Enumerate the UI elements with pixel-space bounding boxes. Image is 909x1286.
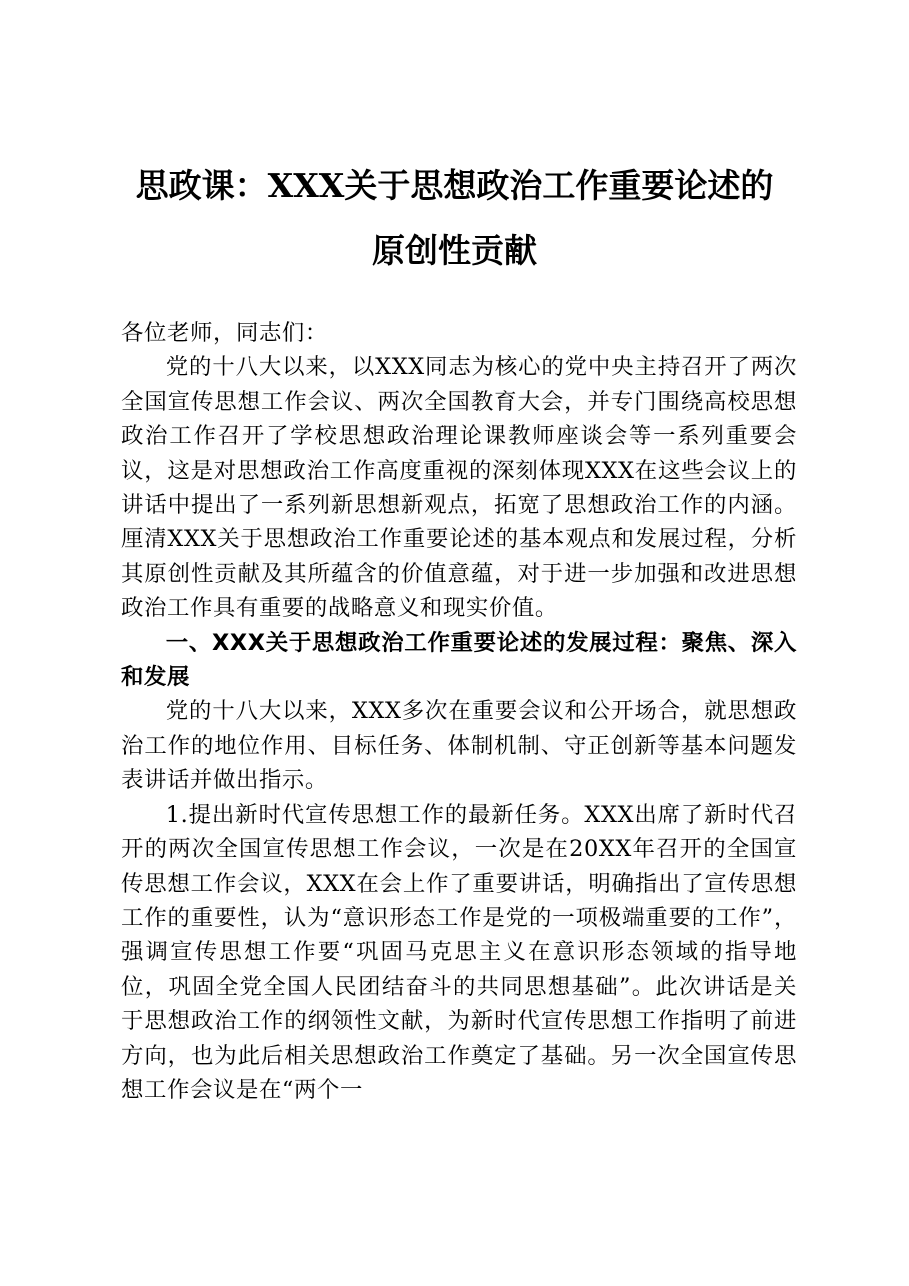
document-body xyxy=(121,316,797,1107)
paragraph-section-1-intro: 党的十八大以来，XXX多次在重要会议和公开场合，就思想政治工作的地位作用、目标任务、体制机制、守正创新等基本问题发表讲话并做出指示。 xyxy=(121,698,797,794)
section-heading-1: 一、XXX关于思想政治工作重要论述的发展过程：聚焦、深入和发展 xyxy=(121,629,797,691)
paragraph-intro: 党的十八大以来，以XXX同志为核心的党中央主持召开了两次全国宣传思想工作会议、两次全国教育大会，并专门围绕高校思想政治工作召开了学校思想政治理论课教师座谈会等一系列重要会议，这是对思想政治工作高度重视的深刻体现XXX在这些会议上的讲话中提出了一系列新思想新观点，拓宽了思想政治工作的内涵。厘清XXX关于思想政治工作重要论述的基本观点和发展过程，分析其原创性贡献及其所蕴含的价值意蕴，对于进一步加强和改进思想政治工作具有重要的战略意义和现实价值。 xyxy=(121,354,797,622)
salutation: 各位老师，同志们： xyxy=(121,320,328,346)
document-title-line-1: 思政课：XXX关于思想政治工作重要论述的 xyxy=(135,166,774,205)
paragraph-section-1-point-1: 1.提出新时代宣传思想工作的最新任务。XXX出席了新时代召开的两次全国宣传思想工作会议，一次是在20XX年召开的全国宣传思想工作会议，XXX在会上作了重要讲话，明确指出了宣传思想工作的重要性，认为“意识形态工作是党的一项极端重要的工作”，强调宣传思想工作要“巩固马克思主义在意识形态领域的指导地位，巩固全党全国人民团结奋斗的共同思想基础”。此次讲话是关于思想政治工作的纲领性文献，为新时代宣传思想工作指明了前进方向，也为此后相关思想政治工作奠定了基础。另一次全国宣传思想工作会议是在“两个一 xyxy=(121,801,797,1103)
document-title-line-2: 原创性贡献 xyxy=(372,231,537,270)
